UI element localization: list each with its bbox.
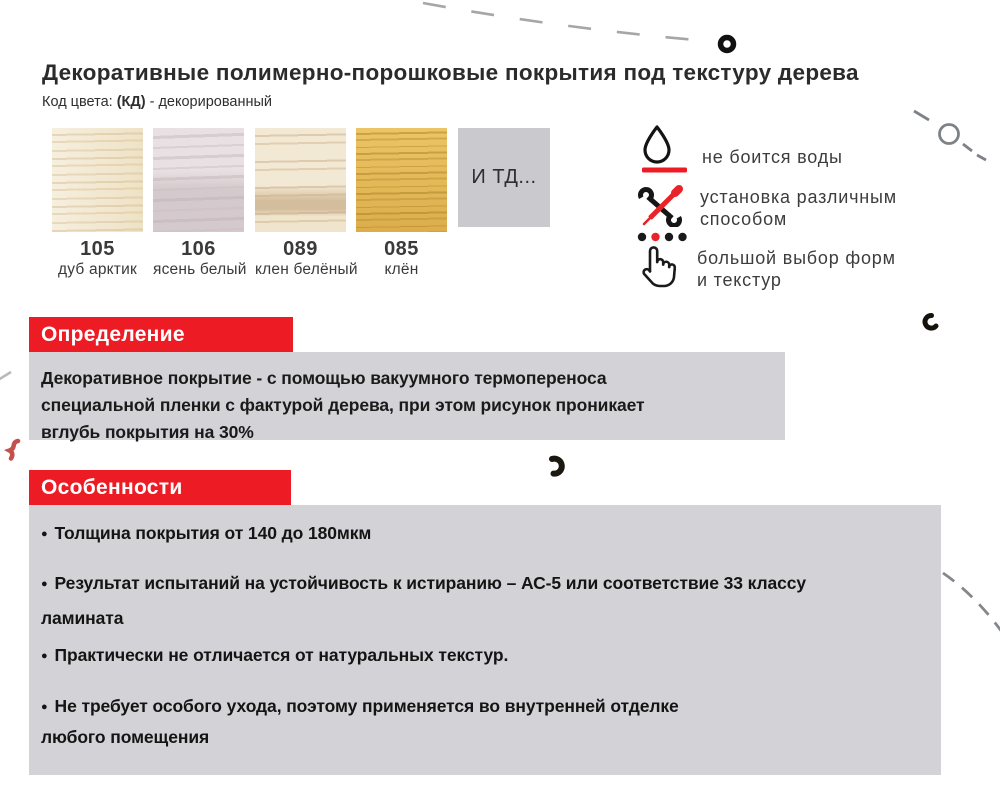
swatch-code: 085 [384,238,419,260]
swatch-name: ясень белый [153,261,247,278]
features-box [29,505,941,775]
wood-texture-image-105 [52,128,143,232]
definition-heading-label: Определение [41,323,185,346]
bullet-dot: ● [41,701,48,713]
wood-texture-image-089 [255,128,346,232]
swatch-name: дуб арктик [58,261,137,278]
swatch-105 [52,128,143,279]
features-heading [29,470,291,505]
comma-right [925,315,936,328]
right-dash-1 [914,111,929,120]
benefit-line: и текстур [697,270,782,290]
swatch-name: клён [384,261,419,278]
dot-3 [665,233,673,241]
crossed-tools-icon [634,185,686,227]
page-title: Декоративные полимерно-порошковые покрытия под текстуру дерева [42,60,859,85]
feature-bullet [41,566,806,635]
swatch-name: клен белёный [255,261,358,278]
donut-dot [721,38,734,51]
feature-text: ламината [41,608,124,628]
etc-box [458,128,550,227]
bullet-dot: ● [41,650,48,662]
comma-center [552,459,562,474]
benefit-line: не боится воды [702,147,843,167]
swatch-code: 106 [181,238,216,260]
wood-texture-image-106 [153,128,244,232]
circle-outline [940,125,959,144]
feature-text: Практически не отличается от натуральных текстур. [54,645,509,665]
definition-line: Декоративное покрытие - с помощью вакуумного термопереноса [41,368,607,388]
top-dashed-line [423,3,696,40]
swatch-089 [255,128,358,279]
dot-4 [678,233,686,241]
subtitle-code: (КД) [116,94,146,110]
swatch-106 [153,128,247,279]
dot-1 [638,233,646,241]
swatch-code: 089 [283,238,318,260]
color-code-subtitle [42,94,272,110]
swatch-code: 105 [80,238,115,260]
benefit-line: большой выбор форм [697,248,896,268]
subtitle-suffix: - декорированный [145,94,272,110]
hand-pointer-icon [637,232,687,290]
definition-line: специальной пленки с фактурой дерева, при этом рисунок проникает [41,395,645,415]
red-squiggle [10,441,19,459]
bullet-dot: ● [41,578,48,590]
benefit-caption-water [702,146,843,168]
etc-label: И ТД... [471,166,537,188]
bullet-dot: ● [41,528,48,540]
feature-bullet [41,645,508,666]
swatch-085 [356,128,447,279]
feature-text: Результат испытаний на устойчивость к истиранию – АС-5 или соответствие 33 классу [54,573,807,593]
left-gray-dash [0,372,11,380]
subtitle-prefix: Код цвета: [42,94,117,110]
features-heading-label: Особенности [41,476,183,499]
feature-text: Толщина покрытия от 140 до 180мкм [54,523,372,543]
feature-bullet [41,523,371,544]
benefit-caption-install [700,186,897,230]
feature-text: любого помещения [41,727,210,747]
benefit-line: установка различным [700,187,897,207]
feature-text: Не требует особого ухода, поэтому применяется во внутренней отделке [54,696,679,716]
dot-2 [651,233,659,241]
feature-bullet [41,691,679,752]
water-drop-icon [642,125,688,173]
definition-box [29,352,785,440]
benefit-caption-choice [697,247,896,291]
red-underline [642,168,687,173]
benefit-line: способом [700,209,788,229]
wood-texture-image-085 [356,128,447,232]
definition-heading [29,317,293,352]
bottom-right-dashed-curve [943,573,1000,632]
right-dash-2 [963,144,986,160]
definition-line: вглубь покрытия на 30% [41,422,254,442]
